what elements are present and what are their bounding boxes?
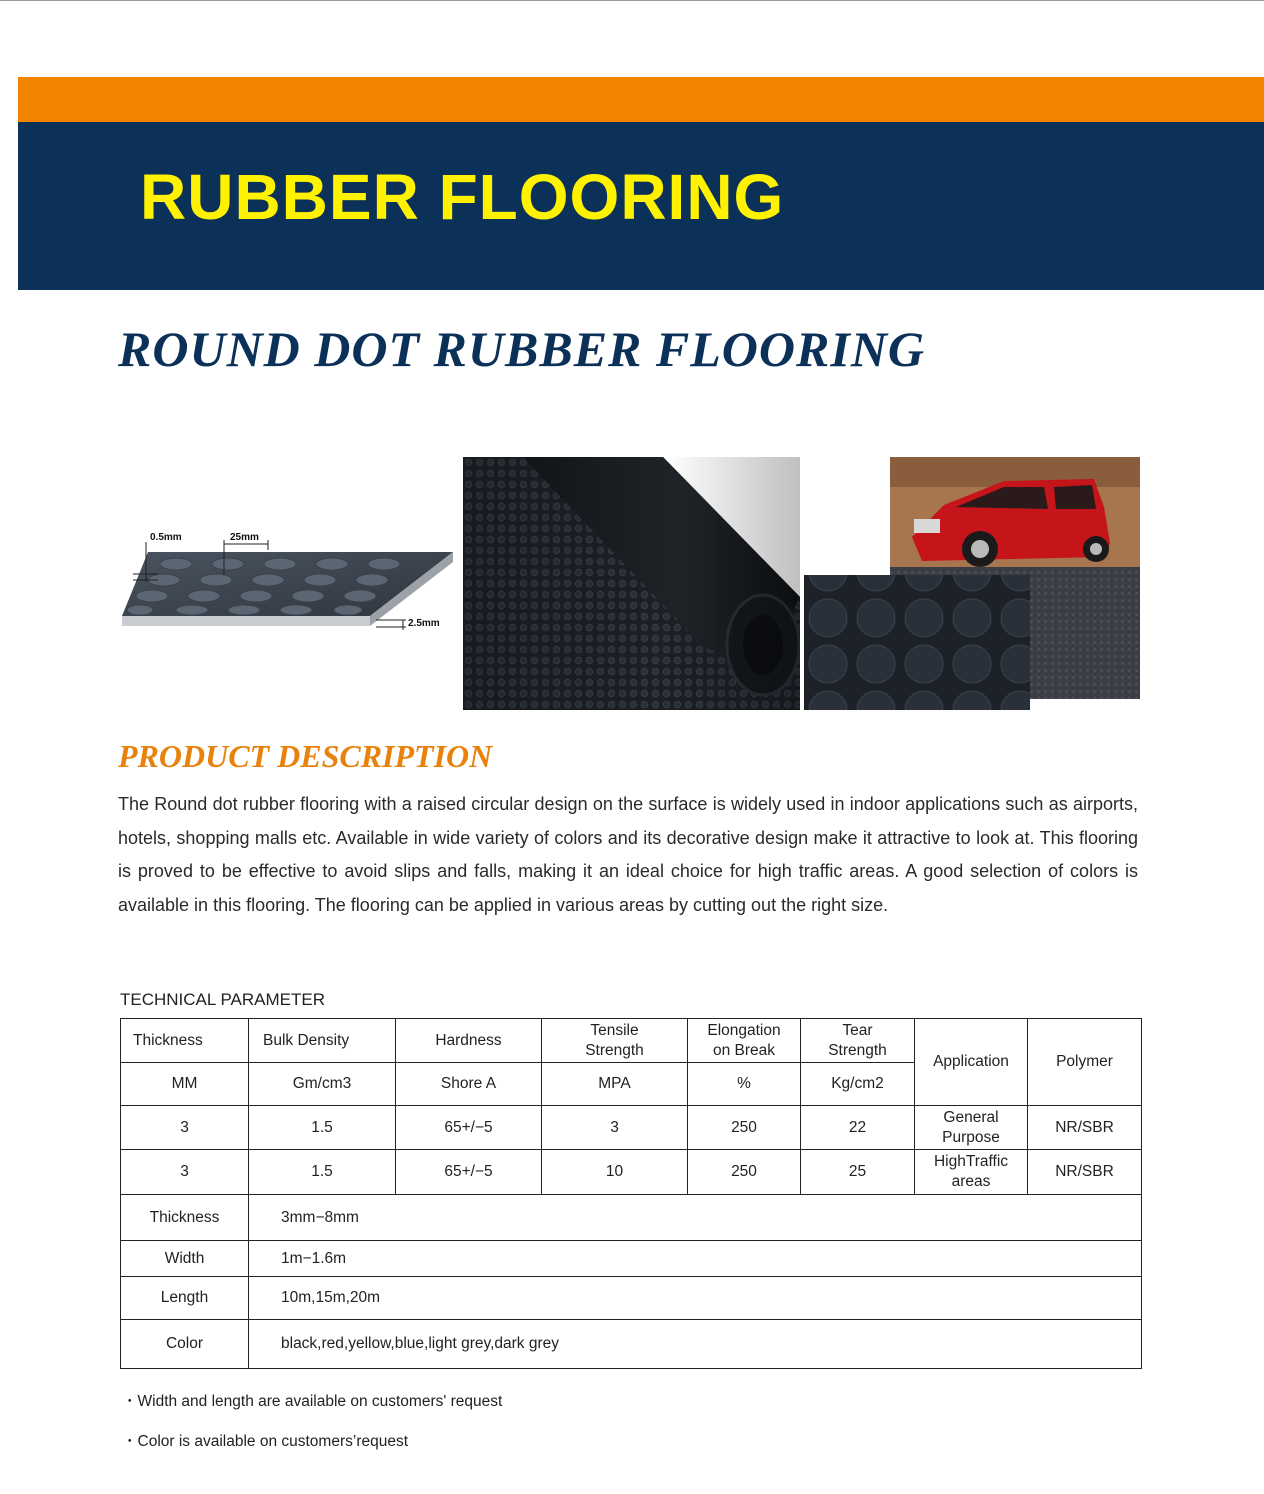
spec-row xyxy=(121,1241,1142,1277)
spec-label: Length xyxy=(121,1277,249,1320)
table-cell: 3 xyxy=(121,1150,249,1195)
unit-cell: Kg/cm2 xyxy=(801,1063,915,1106)
technical-parameter-table xyxy=(120,1018,1142,1369)
unit-cell: MM xyxy=(121,1063,249,1106)
diagram-label-base: 2.5mm xyxy=(408,618,440,629)
table-cell: HighTraffic areas xyxy=(915,1150,1028,1195)
spec-label: Thickness xyxy=(121,1195,249,1241)
header-cell: Tensile Strength xyxy=(542,1019,688,1063)
product-description-text: The Round dot rubber flooring with a raised circular design on the surface is widely used in indoor applications such as airports, hotels, shopping malls etc. Available in wide variety of colors and its decorative design make it attractive to look at. This flooring is proved to be effective to avoid slips and falls, making it an ideal choice for high traffic areas. A good selection of colors is available in this flooring. The flooring can be applied in various areas by cutting out the right size. xyxy=(118,794,1138,915)
header-cell: Polymer xyxy=(1028,1019,1142,1106)
table-cell: 250 xyxy=(688,1150,801,1195)
spec-value: 10m,15m,20m xyxy=(249,1277,1142,1320)
garage-car-photo xyxy=(804,457,1140,710)
table-cell: 1.5 xyxy=(249,1150,396,1195)
table-cell: General Purpose xyxy=(915,1106,1028,1150)
unit-cell: % xyxy=(688,1063,801,1106)
note-color-request: ・Color is available on customers’request xyxy=(122,1433,409,1450)
banner-title: RUBBER FLOORING xyxy=(140,161,785,233)
table-cell: 250 xyxy=(688,1106,801,1150)
table-header-row xyxy=(121,1019,1142,1063)
header-cell: Tear Strength xyxy=(801,1019,915,1063)
table-cell: 3 xyxy=(542,1106,688,1150)
spec-value: 1m−1.6m xyxy=(249,1241,1142,1277)
table-row xyxy=(121,1106,1142,1150)
spec-label: Color xyxy=(121,1320,249,1369)
table-cell: 1.5 xyxy=(249,1106,396,1150)
table-cell: 22 xyxy=(801,1106,915,1150)
table-cell: 65+/−5 xyxy=(396,1106,542,1150)
technical-parameter-caption: TECHNICAL PARAMETER xyxy=(120,990,325,1009)
diagram-label-top: 0.5mm xyxy=(150,532,182,543)
header-cell: Thickness xyxy=(121,1019,249,1063)
header-cell: Hardness xyxy=(396,1019,542,1063)
spec-row xyxy=(121,1277,1142,1320)
table-row xyxy=(121,1150,1142,1195)
top-rule xyxy=(0,0,1264,1)
rolled-flooring-photo xyxy=(463,457,800,710)
header-cell: Bulk Density xyxy=(249,1019,396,1063)
unit-cell: Shore A xyxy=(396,1063,542,1106)
spec-label: Width xyxy=(121,1241,249,1277)
unit-cell: MPA xyxy=(542,1063,688,1106)
header-cell: Application xyxy=(915,1019,1028,1106)
diagram-label-dot: 25mm xyxy=(230,532,259,543)
header-accent-band xyxy=(18,77,1264,122)
product-title: ROUND DOT RUBBER FLOORING xyxy=(118,321,926,377)
unit-cell: Gm/cm3 xyxy=(249,1063,396,1106)
spec-row xyxy=(121,1195,1142,1241)
table-cell: 65+/−5 xyxy=(396,1150,542,1195)
table-cell: 3 xyxy=(121,1106,249,1150)
dimension-diagram xyxy=(118,520,458,635)
table-cell: NR/SBR xyxy=(1028,1106,1142,1150)
product-description-heading: PRODUCT DESCRIPTION xyxy=(118,738,493,774)
table-cell: 10 xyxy=(542,1150,688,1195)
table-cell: 25 xyxy=(801,1150,915,1195)
spec-row xyxy=(121,1320,1142,1369)
spec-value: black,red,yellow,blue,light grey,dark grey xyxy=(249,1320,1142,1369)
spec-value: 3mm−8mm xyxy=(249,1195,1142,1241)
header-cell: Elongation on Break xyxy=(688,1019,801,1063)
note-size-request: ・Width and length are available on customers' request xyxy=(122,1393,503,1410)
table-cell: NR/SBR xyxy=(1028,1150,1142,1195)
